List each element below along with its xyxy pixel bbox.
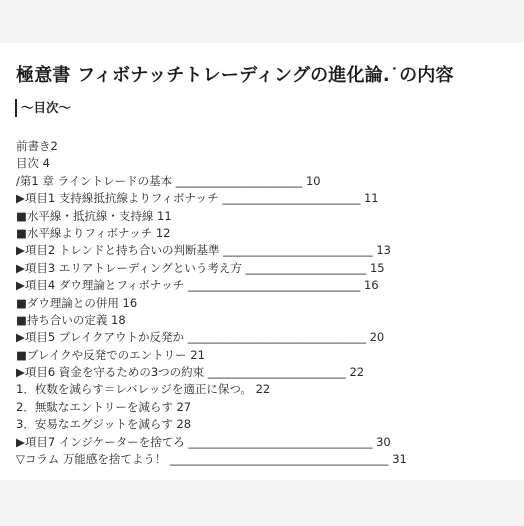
toc-item-section-1[interactable]: ▶項目1 支持線抵抗線よりフィボナッチ ________________________ 11	[16, 191, 379, 206]
toc-item-contents[interactable]: 目次 4	[16, 156, 50, 171]
toc-item-promise-3[interactable]: 3．安易なエグジットを減らす 28	[16, 417, 192, 432]
toc-item-section-3[interactable]: ▶項目3 エリアトレーディングという考え方 _____________________ 15	[16, 260, 385, 275]
toc-item-chapter-1[interactable]: /第1 章 ライントレードの基本 ______________________ 10	[16, 173, 321, 188]
toc-item-dow-theory-combined[interactable]: ■ダウ理論との併用 16	[16, 295, 138, 310]
toc-list	[16, 138, 407, 468]
toc-item-horizontal-vs-fibonacci[interactable]: ■水平線よりフィボナッチ 12	[16, 225, 171, 240]
toc-item-horizontal-lines[interactable]: ■水平線・抵抗線・支持線 11	[16, 208, 172, 223]
toc-item-preface[interactable]: 前書き2	[16, 139, 58, 153]
toc-item-range-definition[interactable]: ■持ち合いの定義 18	[16, 312, 126, 327]
toc-item-promise-2[interactable]: 2．無駄なエントリーを減らす 27	[16, 399, 192, 414]
toc-item-section-6[interactable]: ▶項目6 資金を守るための3つの約束 ________________________ 22	[16, 365, 365, 380]
toc-item-section-5[interactable]: ▶項目5 ブレイクアウトか反発か _______________________________ 20	[16, 330, 385, 345]
toc-item-section-2[interactable]: ▶項目2 トレンドと持ち合いの判断基準 __________________________ 13	[16, 243, 391, 258]
toc-item-column[interactable]: ▽コラム 万能感を捨てよう！ ______________________________________ 31	[16, 452, 407, 467]
toc-item-section-7[interactable]: ▶項目7 インジケーターを捨てろ ________________________________ 30	[16, 434, 391, 449]
toc-item-breakout-entry[interactable]: ■ブレイクや反発でのエントリー 21	[16, 347, 205, 362]
toc-heading: ～目次～	[15, 99, 71, 117]
page-title: 極意書 フィボナッチトレーディングの進化論.˙の内容	[16, 65, 454, 86]
content-panel	[0, 43, 524, 480]
toc-item-promise-1[interactable]: 1．枚数を減らす＝レバレッジを適正に保つ。 22	[16, 382, 271, 397]
toc-item-section-4[interactable]: ▶項目4 ダウ理論とフィボナッチ ______________________________ 16	[16, 278, 379, 293]
